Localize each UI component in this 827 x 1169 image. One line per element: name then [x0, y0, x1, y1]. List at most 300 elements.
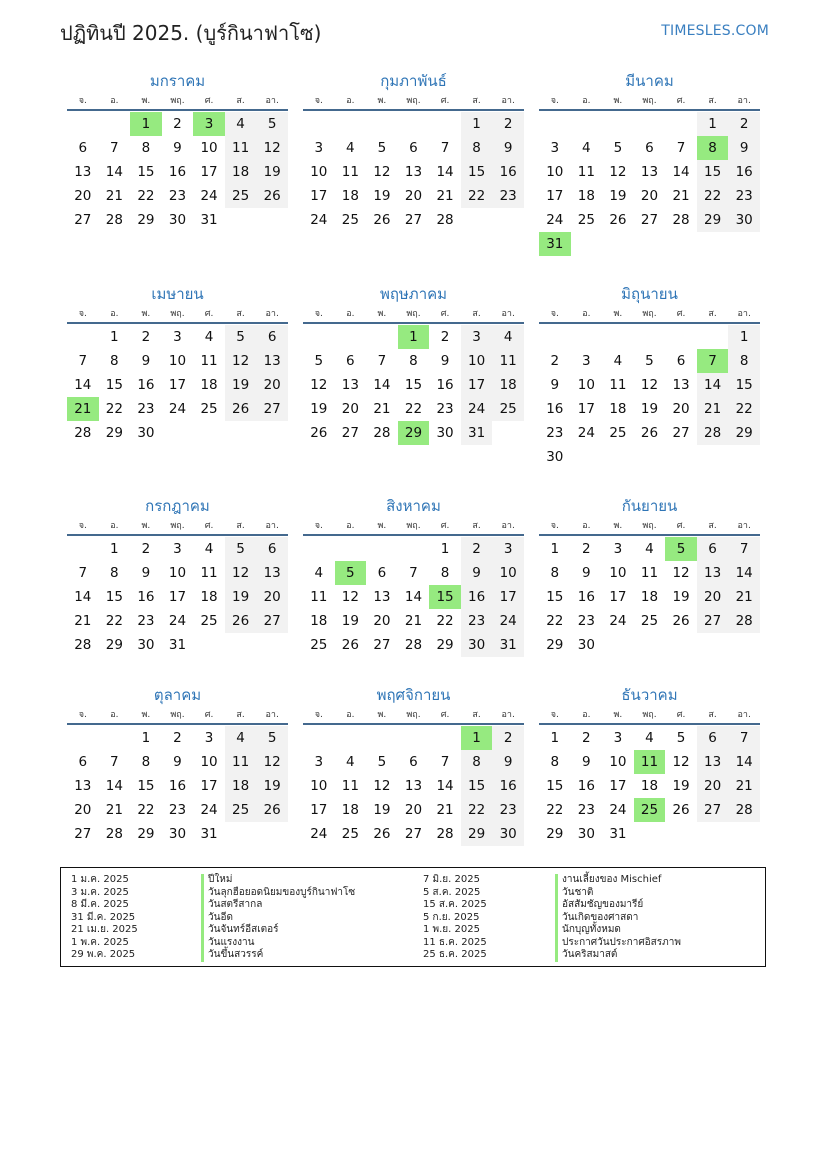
empty-day-cell: [335, 726, 367, 750]
empty-day-cell: [697, 445, 729, 469]
week-row: [539, 160, 760, 184]
holiday-names-left: [201, 874, 355, 962]
holiday-list: [60, 867, 766, 967]
weekend-day-cell: 26: [256, 184, 288, 208]
empty-day-cell: [602, 445, 634, 469]
day-cell: 23: [577, 802, 595, 818]
day-cell: 4: [645, 541, 654, 557]
weekend-day-cell: 1: [728, 325, 760, 349]
day-cell: 29: [137, 212, 155, 228]
weekday-header: ศ.: [204, 309, 214, 319]
day-cell: 5: [314, 353, 324, 369]
weekend-day-cell: 28: [728, 798, 760, 822]
week-row: [67, 136, 288, 160]
day-cell: 18: [640, 589, 659, 605]
day-cell: 26: [373, 212, 391, 228]
day-cell: 19: [609, 188, 627, 204]
day-cell: 9: [173, 754, 182, 770]
day-cell: 17: [310, 188, 328, 204]
day-cell: 8: [141, 754, 151, 770]
holiday-date: 1 พ.ย. 2025: [423, 924, 480, 935]
day-cell: 19: [373, 802, 391, 818]
empty-day-cell: [602, 325, 634, 349]
weekday-header: พฤ.: [170, 710, 185, 720]
weekday-header: อ.: [346, 710, 355, 720]
day-cell: 16: [137, 377, 155, 393]
day-cell: 9: [582, 754, 591, 770]
week-row: [303, 561, 524, 585]
day-cell: 17: [546, 188, 564, 204]
day-cell: 22: [137, 802, 155, 818]
weekday-header: พฤ.: [406, 521, 421, 531]
day-cell: 10: [168, 353, 187, 369]
weekend-day-cell: 29: [461, 822, 493, 846]
weekend-day-cell: 13: [256, 349, 288, 373]
weekend-day-cell: 17: [492, 585, 524, 609]
day-cell: 4: [204, 329, 214, 345]
weekend-day-cell: 13: [697, 561, 729, 585]
holiday-name: ปีใหม่: [201, 874, 355, 887]
day-cell: 27: [373, 637, 391, 653]
day-cell: 24: [200, 188, 218, 204]
weekend-day-cell: 5: [225, 325, 257, 349]
header-divider: [67, 534, 288, 536]
empty-day-cell: [634, 822, 666, 846]
day-cell: 21: [436, 802, 454, 818]
day-cell: 5: [377, 140, 387, 156]
week-row: [303, 585, 524, 609]
week-row: [539, 445, 760, 469]
weekday-header-row: [539, 518, 760, 534]
weekend-day-cell: 15: [728, 373, 760, 397]
weekend-day-cell: 28: [697, 421, 729, 445]
weekday-header-row: [539, 93, 760, 109]
day-cell: 25: [609, 425, 627, 441]
weekday-header: พ.: [613, 710, 623, 720]
weekend-day-cell: 8: [461, 750, 493, 774]
weekday-header-row: [539, 306, 760, 322]
weekend-day-cell: 1: [461, 112, 493, 136]
week-row: [539, 822, 760, 846]
day-cell: 11: [640, 565, 659, 581]
empty-day-cell: [256, 822, 288, 846]
month-name: พฤษภาคม: [379, 285, 448, 303]
weekday-header: จ.: [550, 96, 559, 106]
weekday-header: ส.: [708, 309, 717, 319]
empty-day-cell: [571, 325, 603, 349]
holiday-date: 29 พ.ค. 2025: [71, 949, 136, 960]
holiday-dates-right: [423, 874, 487, 962]
header-divider: [303, 534, 524, 536]
day-cell: 17: [609, 589, 627, 605]
month-name: ธันวาคม: [621, 686, 678, 704]
weekday-header: อ.: [582, 96, 591, 106]
day-cell: 30: [577, 637, 595, 653]
empty-day-cell: [634, 445, 666, 469]
weekday-header-row: [303, 518, 524, 534]
weekday-header: พ.: [613, 96, 623, 106]
weekday-header: พฤ.: [170, 521, 185, 531]
weekday-header: พฤ.: [642, 96, 657, 106]
weekend-day-cell: 18: [225, 774, 257, 798]
day-cell: 6: [78, 754, 88, 770]
week-row: [303, 421, 524, 445]
weekend-day-cell: 15: [697, 160, 729, 184]
day-cell: 8: [409, 353, 418, 369]
day-cell: 11: [609, 377, 627, 393]
weekday-header: พ.: [141, 710, 151, 720]
empty-day-cell: [665, 822, 697, 846]
day-cell: 5: [645, 353, 654, 369]
day-cell: 6: [377, 565, 387, 581]
month-calendar: [539, 496, 760, 657]
day-cell: 27: [672, 425, 690, 441]
site-brand-link[interactable]: TIMESLES.COM: [661, 23, 769, 39]
day-cell: 22: [137, 188, 155, 204]
empty-day-cell: [697, 325, 729, 349]
day-cell: 24: [310, 826, 328, 842]
weekend-day-cell: 6: [697, 726, 729, 750]
day-cell: 2: [141, 541, 151, 557]
day-cell: 24: [310, 212, 328, 228]
day-cell: 27: [404, 826, 423, 842]
day-cell: 4: [314, 565, 324, 581]
day-cell: 20: [74, 188, 92, 204]
empty-day-cell: [67, 112, 99, 136]
day-cell: 23: [168, 188, 187, 204]
month-calendar: [539, 71, 760, 256]
day-cell: 18: [609, 401, 627, 417]
weekend-day-cell: 6: [256, 537, 288, 561]
header-divider: [303, 109, 524, 111]
weekday-header: พฤ.: [406, 710, 421, 720]
day-cell: 14: [74, 589, 92, 605]
day-cell: 16: [168, 164, 187, 180]
weekday-header: ส.: [472, 710, 481, 720]
empty-day-cell: [303, 537, 335, 561]
weekday-header: ส.: [708, 710, 717, 720]
day-cell: 12: [341, 589, 359, 605]
weekday-header: จ.: [314, 309, 323, 319]
day-cell: 15: [105, 377, 123, 393]
weekday-header: พ.: [377, 521, 387, 531]
day-cell: 20: [404, 802, 423, 818]
day-cell: 29: [105, 637, 123, 653]
day-cell: 4: [346, 140, 355, 156]
weekend-day-cell: 11: [225, 750, 257, 774]
day-cell: 15: [137, 164, 155, 180]
day-cell: 24: [577, 425, 595, 441]
week-row: [67, 609, 288, 633]
day-cell: 18: [200, 589, 218, 605]
weekday-header: อ.: [110, 710, 119, 720]
month-calendar: [67, 284, 288, 445]
week-row: [539, 373, 760, 397]
day-cell: 24: [168, 401, 187, 417]
weekend-day-cell: 16: [728, 160, 760, 184]
day-cell: 10: [200, 754, 218, 770]
weekend-day-cell: 24: [492, 609, 524, 633]
weekend-day-cell: 23: [492, 184, 524, 208]
day-cell: 8: [110, 353, 119, 369]
weekday-header: พ.: [141, 309, 151, 319]
day-cell: 15: [546, 778, 564, 794]
week-row: [539, 421, 760, 445]
empty-day-cell: [461, 208, 493, 232]
day-cell: 19: [640, 401, 659, 417]
day-cell: 8: [440, 565, 450, 581]
day-cell: 29: [546, 826, 564, 842]
week-row: [539, 325, 760, 349]
week-row: [67, 184, 288, 208]
week-row: [303, 160, 524, 184]
header-divider: [539, 534, 760, 536]
day-cell: 3: [314, 140, 324, 156]
day-cell: 1: [110, 329, 119, 345]
day-cell: 11: [200, 353, 218, 369]
weekend-day-cell: 5: [256, 726, 288, 750]
day-cell: 7: [78, 565, 88, 581]
weekday-header-row: [303, 93, 524, 109]
day-cell: 23: [137, 613, 155, 629]
empty-day-cell: [602, 232, 634, 256]
weekday-header: อ.: [346, 309, 355, 319]
weekday-header: พ.: [141, 521, 151, 531]
weekend-day-cell: 18: [225, 160, 257, 184]
week-row: [303, 208, 524, 232]
weekend-day-cell: 15: [461, 160, 493, 184]
day-cell: 13: [404, 164, 423, 180]
day-cell: 29: [105, 425, 123, 441]
day-cell: 20: [640, 188, 659, 204]
weekday-header: จ.: [550, 309, 559, 319]
day-cell: 20: [404, 188, 423, 204]
day-cell: 3: [613, 541, 623, 557]
day-cell: 7: [110, 140, 119, 156]
day-cell: 22: [105, 401, 123, 417]
week-row: [67, 798, 288, 822]
weekend-day-cell: 6: [256, 325, 288, 349]
month-name: เมษายน: [151, 285, 204, 303]
holiday-name: วันคริสมาสต์: [555, 949, 681, 962]
day-cell: 3: [613, 730, 623, 746]
weekend-day-cell: 27: [697, 798, 729, 822]
month-calendar: [539, 284, 760, 469]
weekend-day-cell: 2: [492, 726, 524, 750]
holiday-dates-left: [71, 874, 138, 962]
weekend-day-cell: 7: [728, 537, 760, 561]
day-cell: 3: [173, 329, 182, 345]
day-cell: 17: [310, 802, 328, 818]
weekday-header: ศ.: [676, 710, 686, 720]
empty-day-cell: [571, 445, 603, 469]
weekday-header: จ.: [78, 710, 87, 720]
day-cell: 18: [577, 188, 595, 204]
empty-day-cell: [697, 232, 729, 256]
weekend-day-cell: 12: [256, 136, 288, 160]
day-cell: 25: [640, 613, 659, 629]
empty-day-cell: [602, 633, 634, 657]
day-cell: 15: [546, 589, 564, 605]
weekend-day-cell: 30: [728, 208, 760, 232]
weekend-day-cell: 9: [492, 136, 524, 160]
day-cell: 21: [105, 802, 123, 818]
weekend-day-cell: 15: [461, 774, 493, 798]
weekday-header: พฤ.: [170, 96, 185, 106]
day-cell: 12: [672, 565, 690, 581]
weekend-day-cell: 28: [728, 609, 760, 633]
empty-day-cell: [335, 537, 367, 561]
month-calendar: [539, 685, 760, 846]
empty-day-cell: [665, 445, 697, 469]
weekday-header-row: [67, 306, 288, 322]
day-cell: 22: [105, 613, 123, 629]
weekday-header-row: [67, 93, 288, 109]
weekday-header: ส.: [236, 309, 245, 319]
weekend-day-cell: 22: [461, 798, 493, 822]
week-row: [67, 750, 288, 774]
day-cell: 16: [546, 401, 564, 417]
weekday-header: อา.: [501, 521, 515, 531]
weekday-header-row: [303, 306, 524, 322]
week-row: [539, 585, 760, 609]
empty-day-cell: [429, 112, 461, 136]
weekend-day-cell: 3: [461, 325, 493, 349]
day-cell: 12: [640, 377, 659, 393]
month-name: ตุลาคม: [153, 686, 202, 704]
week-row: [539, 726, 760, 750]
empty-day-cell: [366, 726, 398, 750]
day-cell: 13: [74, 164, 92, 180]
weekend-day-cell: 19: [225, 585, 257, 609]
day-cell: 28: [373, 425, 391, 441]
day-cell: 25: [341, 212, 359, 228]
day-cell: 9: [550, 377, 560, 393]
header-divider: [539, 723, 760, 725]
day-cell: 6: [409, 754, 418, 770]
empty-day-cell: [429, 726, 461, 750]
day-cell: 24: [168, 613, 187, 629]
weekend-day-cell: 29: [697, 208, 729, 232]
week-row: [67, 822, 288, 846]
week-row: [539, 774, 760, 798]
day-cell: 12: [672, 754, 690, 770]
week-row: [539, 232, 760, 256]
empty-day-cell: [697, 822, 729, 846]
day-cell: 6: [676, 353, 686, 369]
header-divider: [303, 723, 524, 725]
weekend-day-cell: 14: [728, 750, 760, 774]
weekend-day-cell: 20: [256, 585, 288, 609]
empty-day-cell: [398, 537, 430, 561]
weekend-day-cell: 5: [225, 537, 257, 561]
day-cell: 28: [74, 637, 92, 653]
weekday-header: อ.: [582, 309, 591, 319]
weekend-day-cell: 4: [492, 325, 524, 349]
empty-day-cell: [665, 633, 697, 657]
weekday-header: อา.: [265, 96, 279, 106]
weekday-header: อา.: [265, 521, 279, 531]
weekday-header: ศ.: [676, 309, 686, 319]
weekday-header: อา.: [737, 309, 751, 319]
empty-day-cell: [256, 421, 288, 445]
day-cell: 7: [676, 140, 686, 156]
day-cell: 12: [373, 164, 391, 180]
weekday-header: จ.: [78, 309, 87, 319]
week-row: [539, 184, 760, 208]
empty-day-cell: [335, 112, 367, 136]
weekday-header: ศ.: [676, 96, 686, 106]
day-cell: 10: [546, 164, 564, 180]
holiday-date: 3 ม.ค. 2025: [71, 886, 129, 898]
day-cell: 2: [582, 541, 591, 557]
week-row: [539, 750, 760, 774]
weekend-day-cell: 21: [728, 774, 760, 798]
weekday-header: พฤ.: [170, 309, 185, 319]
page-title: ปฏิทินปี 2025. (บูร์กินาฟาโซ): [60, 21, 322, 45]
empty-day-cell: [366, 325, 398, 349]
month-calendar: [303, 496, 524, 657]
weekend-day-cell: 7: [728, 726, 760, 750]
week-row: [303, 798, 524, 822]
day-cell: 17: [168, 589, 187, 605]
weekday-header: อา.: [265, 309, 279, 319]
empty-day-cell: [366, 537, 398, 561]
weekday-header: ส.: [472, 521, 481, 531]
week-row: [539, 537, 760, 561]
week-row: [303, 726, 524, 750]
weekday-header: พฤ.: [642, 521, 657, 531]
holiday-date: 21 เม.ย. 2025: [71, 924, 138, 935]
day-cell: 1: [440, 541, 450, 557]
weekend-day-cell: 11: [225, 136, 257, 160]
day-cell: 21: [436, 188, 454, 204]
day-cell: 29: [436, 637, 454, 653]
day-cell: 25: [200, 401, 218, 417]
month-name: กุมภาพันธ์: [380, 72, 447, 90]
day-cell: 26: [373, 826, 391, 842]
empty-day-cell: [398, 726, 430, 750]
holiday-name: วันเกิดของศาสดา: [555, 912, 681, 925]
day-cell: 9: [141, 565, 151, 581]
weekend-day-cell: 4: [225, 726, 257, 750]
weekend-day-cell: 21: [728, 585, 760, 609]
month-name: กรกฎาคม: [145, 497, 210, 515]
day-cell: 30: [546, 449, 564, 465]
day-cell: 16: [137, 589, 155, 605]
day-cell: 22: [546, 613, 564, 629]
day-cell: 31: [200, 212, 218, 228]
weekday-header-row: [303, 707, 524, 723]
day-cell: 13: [373, 589, 391, 605]
weekend-day-cell: 1: [697, 112, 729, 136]
day-cell: 14: [404, 589, 423, 605]
empty-day-cell: [665, 325, 697, 349]
week-row: [67, 349, 288, 373]
day-cell: 20: [672, 401, 690, 417]
day-cell: 13: [341, 377, 359, 393]
day-cell: 4: [613, 353, 623, 369]
weekday-header: พ.: [613, 521, 623, 531]
empty-day-cell: [193, 421, 225, 445]
empty-day-cell: [634, 112, 666, 136]
empty-day-cell: [634, 232, 666, 256]
empty-day-cell: [398, 112, 430, 136]
day-cell: 10: [609, 565, 627, 581]
weekend-day-cell: 20: [697, 774, 729, 798]
weekday-header: จ.: [78, 521, 87, 531]
day-cell: 19: [672, 589, 690, 605]
